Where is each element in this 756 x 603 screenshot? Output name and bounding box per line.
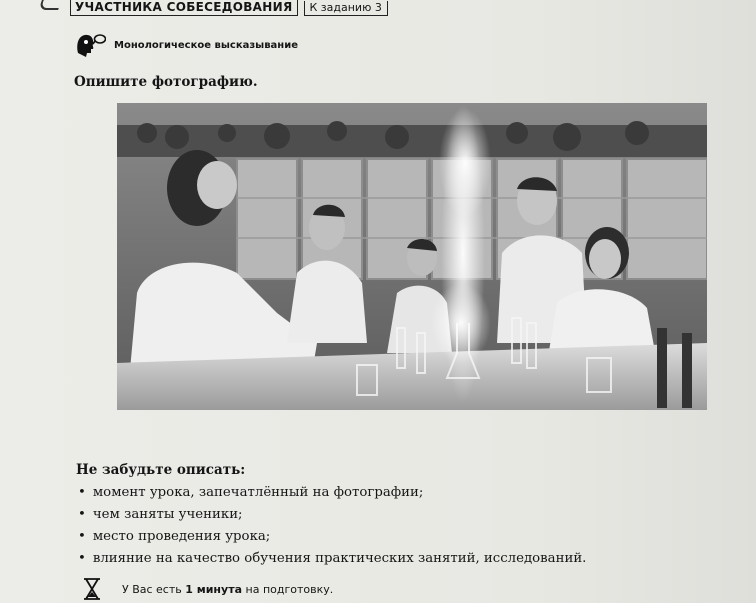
monologue-heading: [74, 31, 298, 59]
speaking-head-icon: [74, 31, 106, 59]
prep-time: 1 минута: [185, 582, 243, 596]
reminder-item: • влияние на качество обучения практических занятий, исследований.: [78, 548, 586, 570]
reminder-item: • место проведения урока;: [78, 526, 586, 548]
prep-suffix: на подготовку.: [245, 582, 334, 596]
hourglass-icon: [82, 578, 102, 600]
reminder-list: [78, 482, 586, 570]
reminder-item: • чем заняты ученики;: [78, 504, 586, 526]
lab-photo-drawing: [117, 103, 707, 410]
reminder-item: • момент урока, запечатлённый на фотографии;: [78, 482, 586, 504]
page-header: [70, 0, 388, 16]
monologue-label: Монологическое высказывание: [114, 39, 298, 51]
lab-photo: [117, 103, 707, 410]
corner-mark: [38, 0, 62, 10]
reminder-title: Не забудьте описать:: [76, 462, 246, 478]
header-task-ref: К заданию 3: [304, 1, 388, 16]
prep-time-note: [82, 578, 333, 600]
prep-prefix: У Вас есть: [122, 582, 182, 596]
task-title: Опишите фотографию.: [74, 74, 258, 90]
header-role: УЧАСТНИКА СОБЕСЕДОВАНИЯ: [70, 0, 298, 16]
